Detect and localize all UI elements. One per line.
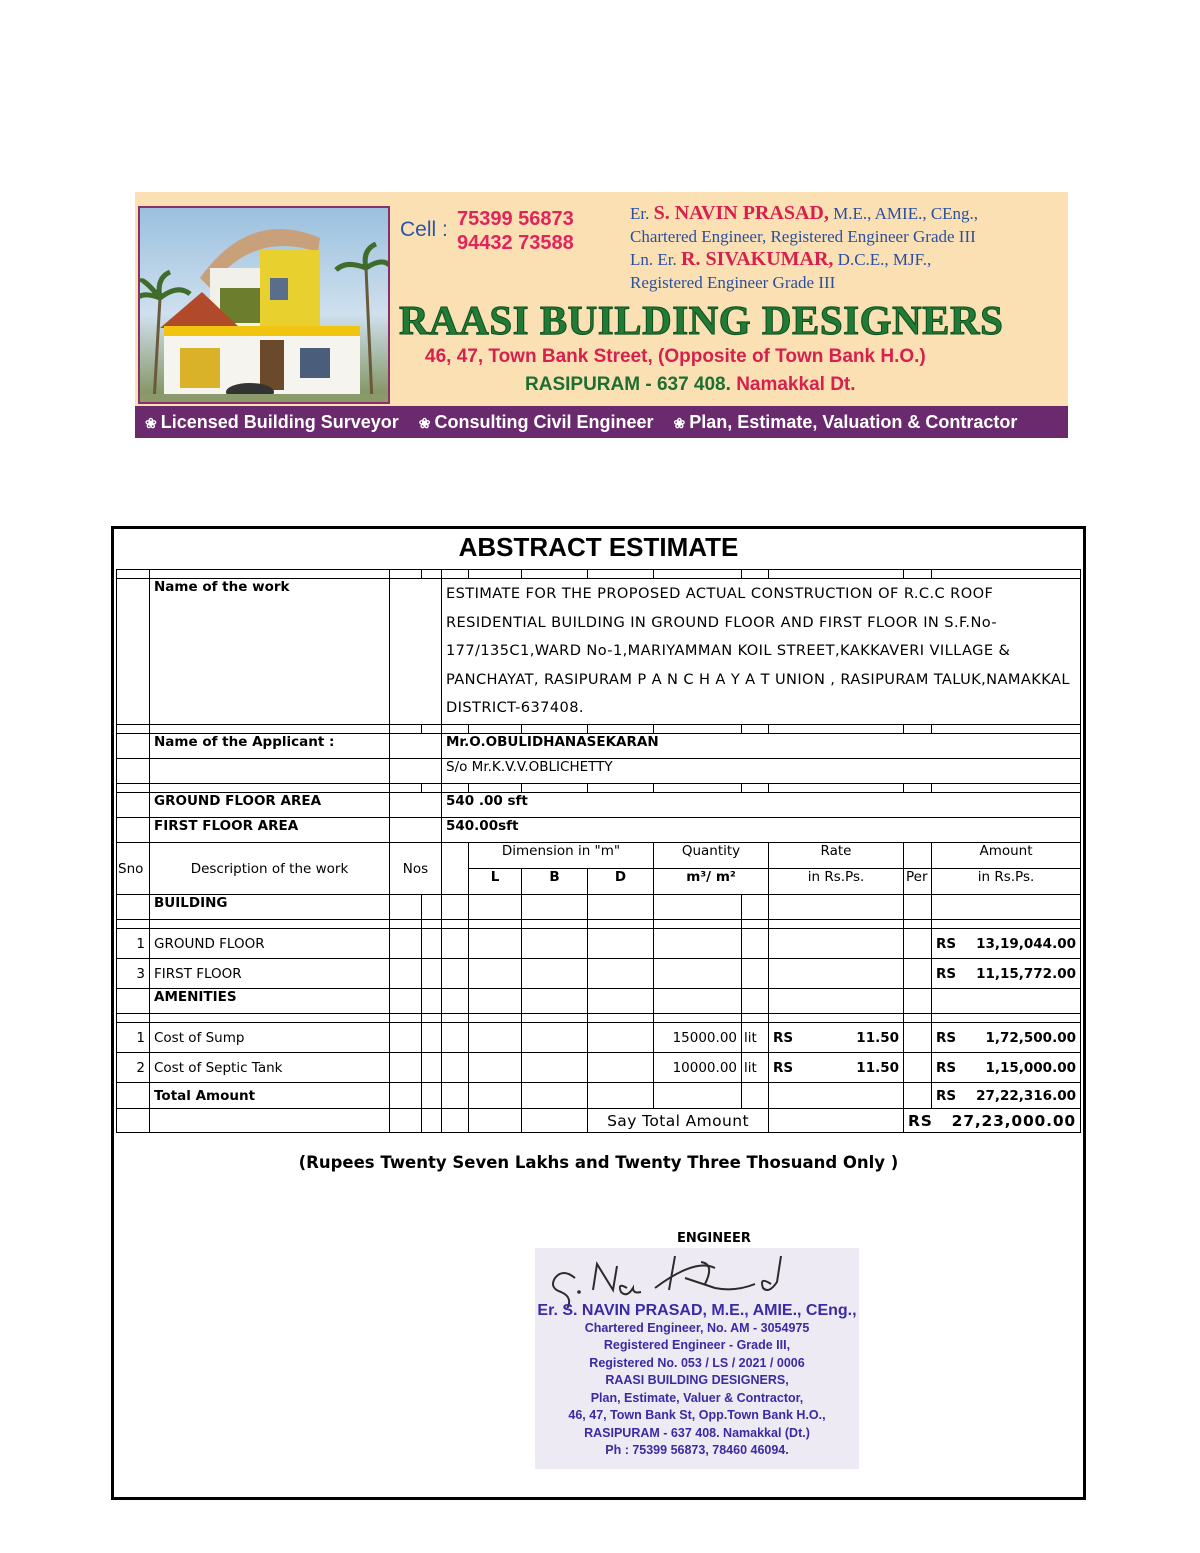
header-row-1 [117, 843, 1081, 869]
work-row [117, 579, 1081, 725]
col-header-amount: Amount [932, 843, 1081, 869]
section-building: BUILDING [150, 895, 390, 920]
seal-name: Er. S. NAVIN PRASAD, M.E., AMIE., CEng., [537, 1302, 857, 1319]
ground-floor-area-row [117, 793, 1081, 818]
name-of-work-label: Name of the work [150, 579, 390, 725]
ground-floor-area: 540 .00 sft [442, 793, 1081, 818]
house-photo [138, 206, 390, 404]
col-header-quantity: Quantity [654, 843, 769, 869]
row-amount: RS 11,15,772.00 [932, 959, 1081, 989]
applicant-relation: S/o Mr.K.V.V.OBLICHETTY [442, 759, 1081, 784]
row-quantity: 10000.00 [654, 1053, 742, 1083]
table-row [117, 959, 1081, 989]
row-description: GROUND FLOOR [150, 929, 390, 959]
say-total-row [117, 1109, 1081, 1133]
section-amenities-row [117, 989, 1081, 1014]
row-amount: RS 1,72,500.00 [932, 1023, 1081, 1053]
cell-label: Cell : [400, 218, 448, 241]
row-description: Cost of Sump [150, 1023, 390, 1053]
total-amount: RS 27,22,316.00 [932, 1083, 1081, 1109]
service-item: ❀ Consulting Civil Engineer [418, 411, 654, 432]
row-amount: RS 1,15,000.00 [932, 1053, 1081, 1083]
col-header-per: Per [904, 869, 932, 895]
row-rate: RS 11.50 [769, 1023, 904, 1053]
col-header-l: L [469, 869, 522, 895]
engineer-2-name: R. SIVAKUMAR, [681, 248, 834, 270]
cell-numbers [400, 208, 590, 268]
service-item: ❀ Plan, Estimate, Valuation & Contractor [673, 411, 1018, 432]
row-unit: lit [742, 1023, 769, 1053]
first-floor-area-label: FIRST FLOOR AREA [150, 818, 390, 843]
engineer-1-title: Chartered Engineer, Registered Engineer Grade III [630, 227, 976, 246]
row-amount: RS 13,19,044.00 [932, 929, 1081, 959]
total-label: Total Amount [150, 1083, 390, 1109]
say-total-label: Say Total Amount [588, 1109, 769, 1133]
row-unit: lit [742, 1053, 769, 1083]
engineer-2-title: Registered Engineer Grade III [630, 273, 836, 292]
col-header-quantity-unit: m³/ m² [654, 869, 769, 895]
seal-text: Er. S. NAVIN PRASAD, M.E., AMIE., CEng., Chartered Engineer, No. AM - 3054975 Registered Engineer - Grade III, Registered No. 053 / LS / 2021 / 0006 RAASI BUILDING DESIGNERS, Plan, Estimate, Valuer & Contractor, 46, 47, Town Bank St, Opp.Town Bank H.O., RASIPURAM - 637 408. Namakkal (Dt.) Ph : 75399 56873, 78460 46094. [535, 1302, 859, 1460]
first-floor-area: 540.00sft [442, 818, 1081, 843]
col-header-description: Description of the work [150, 843, 390, 895]
engineer-seal [535, 1248, 859, 1469]
first-floor-area-row [117, 818, 1081, 843]
ground-floor-area-label: GROUND FLOOR AREA [150, 793, 390, 818]
address-line-1: 46, 47, Town Bank Street, (Opposite of Town Bank H.O.) [425, 346, 926, 367]
row-rate: RS 11.50 [769, 1053, 904, 1083]
col-header-rate: Rate [769, 843, 904, 869]
row-quantity: 15000.00 [654, 1023, 742, 1053]
total-row [117, 1083, 1081, 1109]
engineer-1-name: S. NAVIN PRASAD, [653, 202, 829, 224]
phone-number-1: 75399 56873 [457, 208, 574, 230]
row-sno: 1 [117, 929, 150, 959]
engineers-block [630, 202, 1060, 294]
name-of-work-text: ESTIMATE FOR THE PROPOSED ACTUAL CONSTRUCTION OF R.C.C ROOF RESIDENTIAL BUILDING IN GROUND FLOOR AND FIRST FLOOR IN S.F.No-177/135C1,WARD No-1,MARIYAMMAN KOIL STREET,KAKKAVERI VILLAGE & PANCHAYAT, RASIPURAM P A N C H A Y A T UNION , RASIPURAM TALUK,NAMAKKAL DISTRICT-637408. [442, 579, 1081, 725]
amount-in-words: (Rupees Twenty Seven Lakhs and Twenty Three Thosuand Only ) [298, 1153, 899, 1172]
table-row [117, 929, 1081, 959]
letterhead [135, 192, 1068, 438]
signature [535, 1248, 859, 1308]
col-header-amount-unit: in Rs.Ps. [932, 869, 1081, 895]
table-row [117, 1023, 1081, 1053]
firm-name: RAASI BUILDING DESIGNERS [399, 297, 1004, 343]
flower-icon: ❀ [418, 414, 431, 431]
applicant-label: Name of the Applicant : [150, 734, 390, 759]
address-line-2: RASIPURAM - 637 408. Namakkal Dt. [525, 374, 856, 395]
applicant-relation-row [117, 759, 1081, 784]
estimate-frame [111, 526, 1086, 1500]
phone-number-2: 94432 73588 [457, 232, 574, 254]
row-description: FIRST FLOOR [150, 959, 390, 989]
row-description: Cost of Septic Tank [150, 1053, 390, 1083]
flower-icon: ❀ [145, 414, 157, 431]
district: Namakkal Dt. [736, 374, 856, 395]
col-header-nos: Nos [390, 843, 442, 895]
estimate-table [116, 569, 1081, 1133]
flower-icon: ❀ [673, 414, 686, 431]
row-sno: 1 [117, 1023, 150, 1053]
col-header-d: D [588, 869, 654, 895]
services-banner [135, 406, 1068, 438]
engineer-2-line: Ln. Er. R. SIVAKUMAR, D.C.E., MJF., [630, 248, 932, 270]
col-header-sno: Sno [117, 843, 150, 895]
engineer-label: ENGINEER [677, 1231, 751, 1246]
col-header-rate-unit: in Rs.Ps. [769, 869, 904, 895]
estimate-title: ABSTRACT ESTIMATE [458, 532, 739, 562]
row-sno: 3 [117, 959, 150, 989]
table-row [117, 1053, 1081, 1083]
section-building-row [117, 895, 1081, 920]
service-item: ❀ Licensed Building Surveyor [145, 411, 399, 432]
say-total-amount: RS 27,23,000.00 [904, 1109, 1081, 1133]
col-header-dimension: Dimension in "m" [469, 843, 654, 869]
applicant-name: Mr.O.OBULIDHANASEKARAN [442, 734, 1081, 759]
col-header-b: B [522, 869, 588, 895]
row-sno: 2 [117, 1053, 150, 1083]
engineer-1-line: Er. S. NAVIN PRASAD, M.E., AMIE., CEng., [630, 202, 979, 224]
applicant-row [117, 734, 1081, 759]
section-amenities: AMENITIES [150, 989, 390, 1014]
